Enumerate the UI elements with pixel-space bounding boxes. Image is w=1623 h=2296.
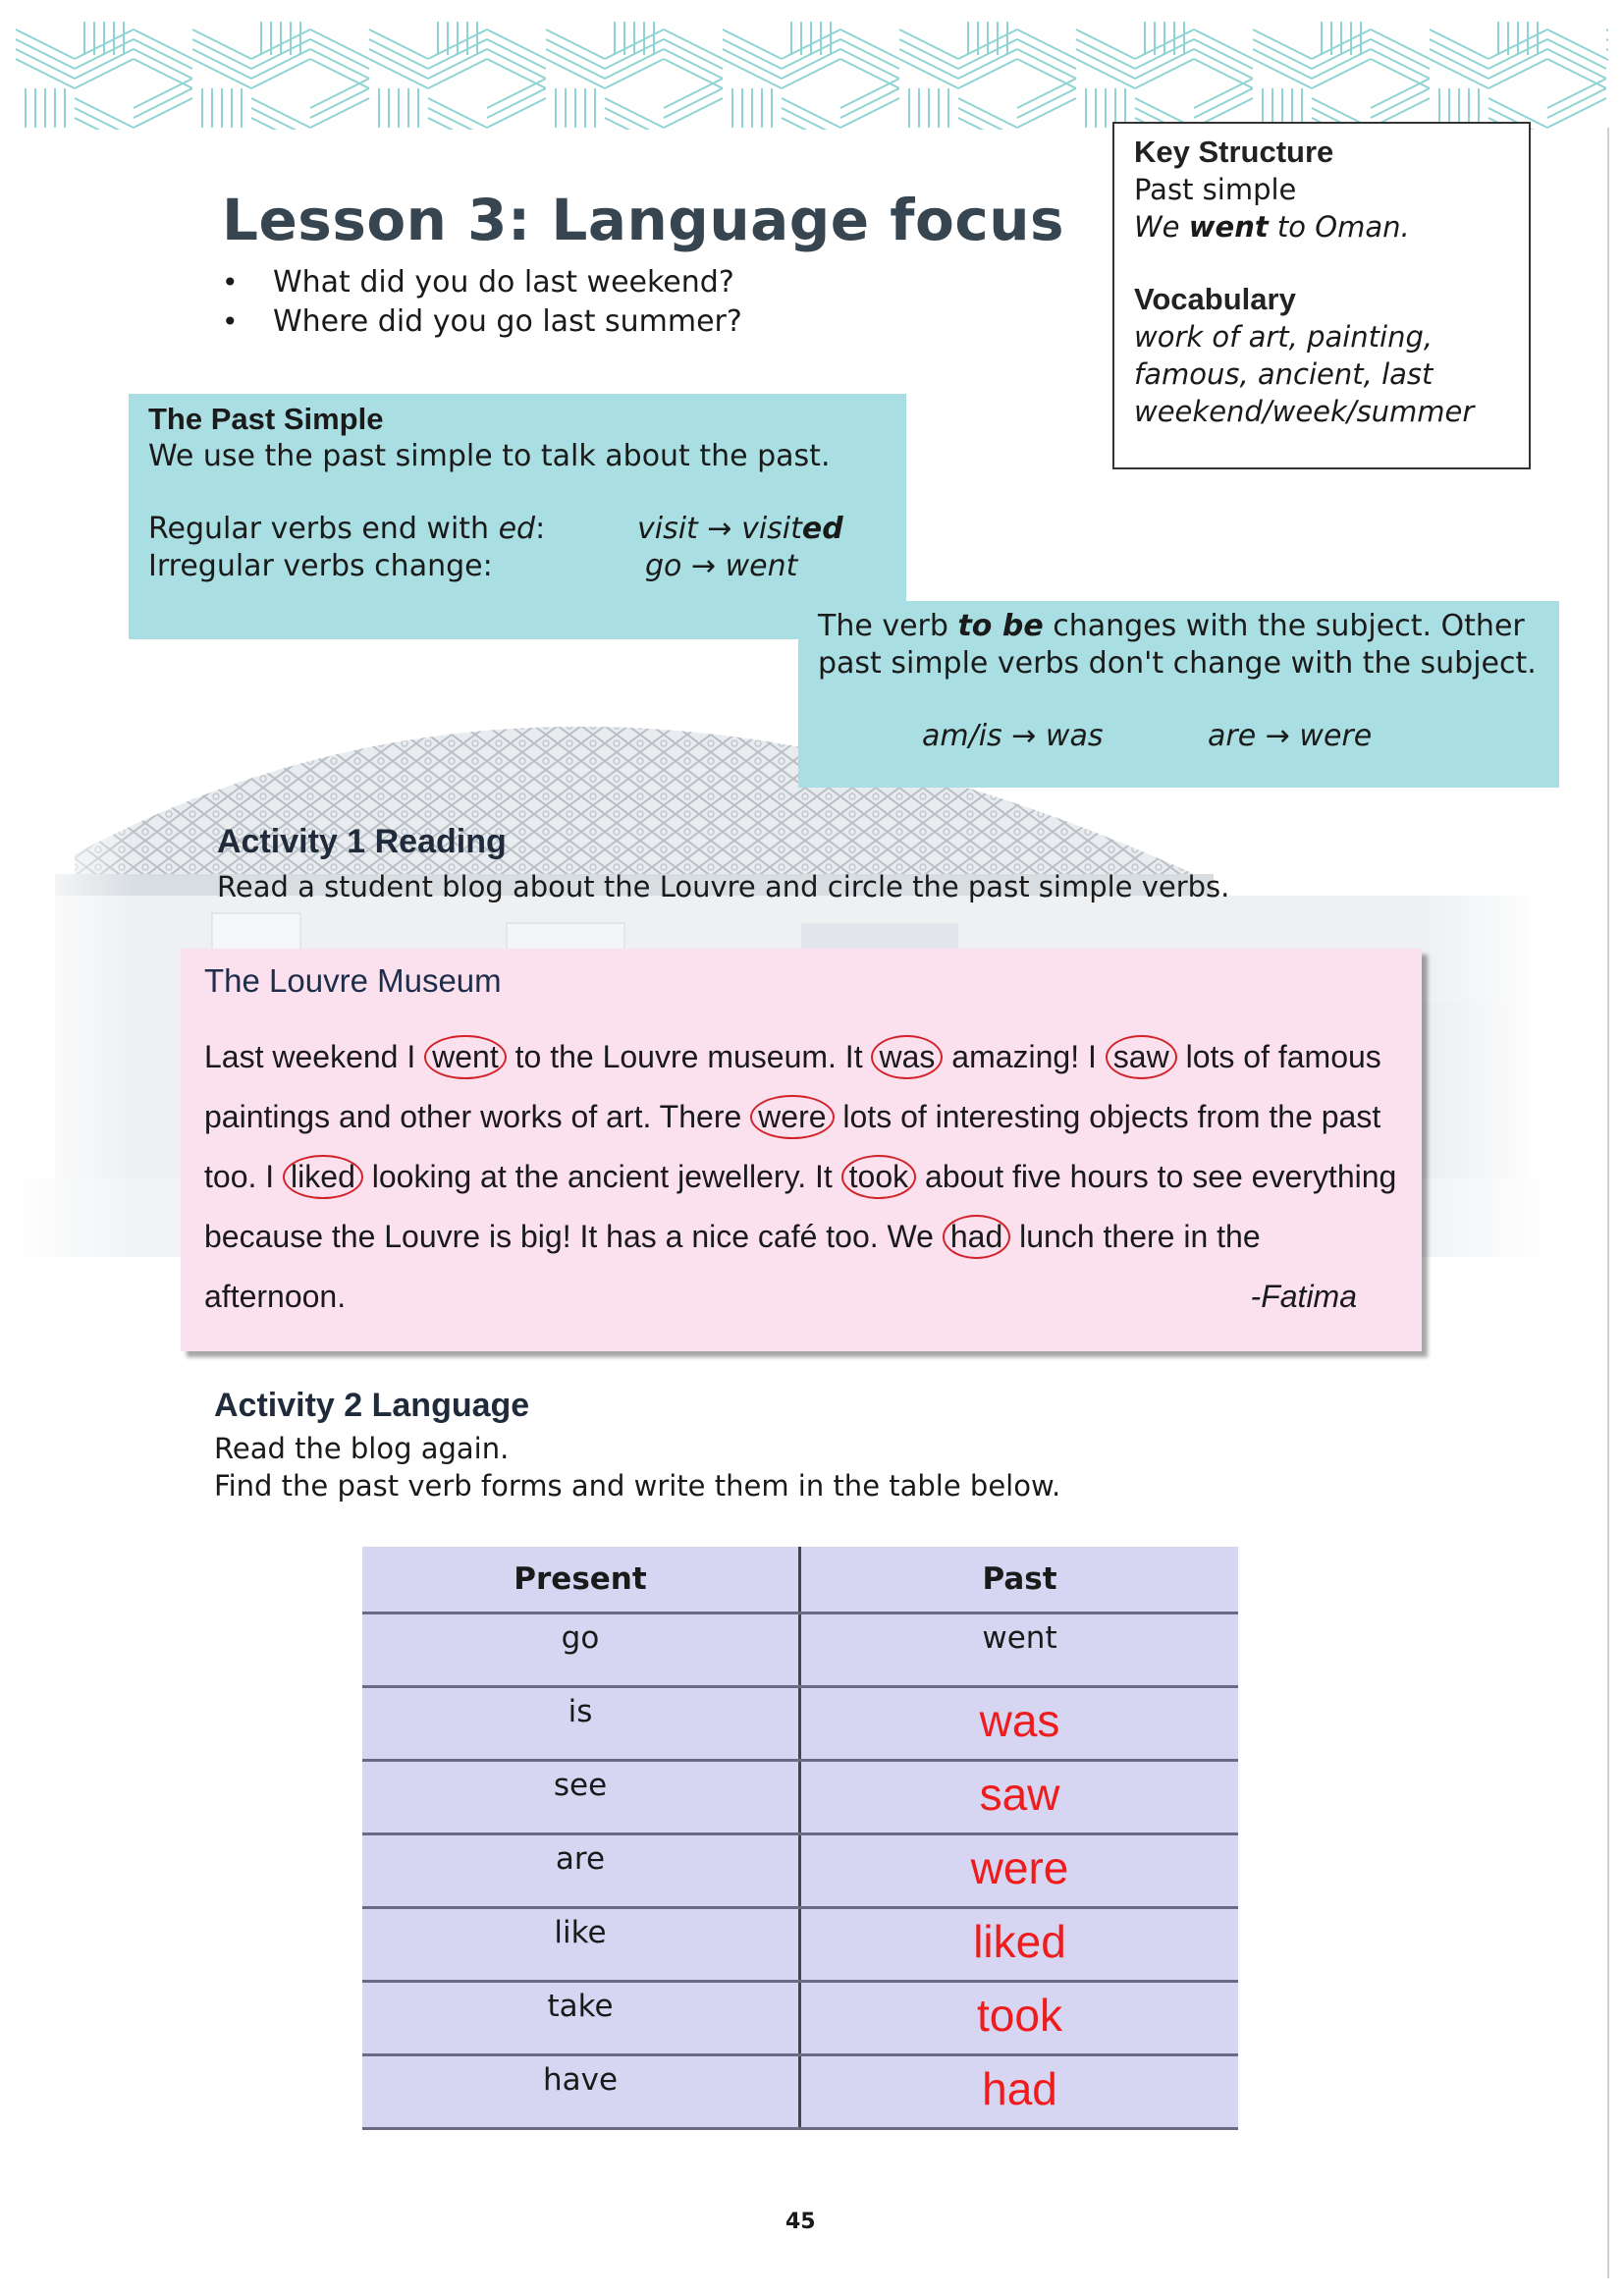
circled-verb: were [750, 1095, 834, 1139]
past-answer-cell [800, 1982, 1239, 2055]
activity-2-line-2: Find the past verb forms and write them in the table below. [214, 1469, 1061, 1503]
table-row [362, 1687, 1238, 1761]
to-be-line-1: The verb to be changes with the subject. Other [818, 609, 1525, 643]
circled-verb: was [871, 1035, 943, 1079]
question-item: • What did you do last weekend? [220, 263, 742, 302]
table-row [362, 2055, 1238, 2129]
activity-1-instruction: Read a student blog about the Louvre and circle the past simple verbs. [217, 870, 1230, 903]
blog-line: paintings and other works of art. There were lots of interesting objects from the past [204, 1099, 1380, 1135]
table-row [362, 1834, 1238, 1908]
handwritten-answer: saw [979, 1769, 1060, 1820]
vocabulary-heading: Vocabulary [1134, 282, 1296, 316]
table-row [362, 1761, 1238, 1834]
key-structure-box [1112, 122, 1531, 469]
past-answer-cell [800, 2055, 1239, 2129]
handwritten-answer: took [977, 1990, 1062, 2041]
handwritten-answer: had [982, 2063, 1057, 2114]
regular-verbs-label: Regular verbs end with ed: [148, 512, 546, 546]
present-cell: have [362, 2055, 800, 2129]
blog-title: The Louvre Museum [204, 962, 502, 999]
lesson-title: Lesson 3: Language focus [222, 187, 1065, 253]
question-item: • Where did you go last summer? [220, 302, 742, 342]
activity-1-heading: Activity 1 Reading [217, 823, 507, 860]
key-structure-name: Past simple [1134, 173, 1297, 206]
blog-line: too. I liked looking at the ancient jewellery. It took about five hours to see everything [204, 1159, 1396, 1195]
column-header-present: Present [362, 1547, 800, 1613]
present-cell: like [362, 1908, 800, 1982]
arrow-icon: → [707, 512, 732, 546]
key-structure-heading: Key Structure [1134, 135, 1334, 169]
circled-verb: liked [283, 1155, 363, 1199]
blog-card [181, 949, 1422, 1351]
handwritten-answer: liked [973, 1916, 1066, 1967]
present-cell: are [362, 1834, 800, 1908]
lesson-questions [220, 263, 742, 342]
circled-verb: saw [1106, 1035, 1177, 1079]
table-row [362, 1613, 1238, 1687]
blog-line: because the Louvre is big! It has a nice café too. We had lunch there in the [204, 1219, 1261, 1255]
past-answer-cell [800, 1908, 1239, 1982]
handwritten-answer: was [979, 1695, 1060, 1746]
circled-verb: went [424, 1035, 507, 1079]
blog-author: -Fatima [1250, 1279, 1357, 1314]
irregular-verbs-label: Irregular verbs change: [148, 549, 493, 583]
verb-table [362, 1547, 1238, 2130]
past-simple-intro: We use the past simple to talk about the past. [148, 439, 831, 473]
vocabulary-line: work of art, painting, [1134, 320, 1434, 354]
page-number: 45 [785, 2210, 816, 2234]
past-answer-cell [800, 1687, 1239, 1761]
key-structure-example: We went to Oman. [1134, 210, 1410, 244]
to-be-line-2: past simple verbs don't change with the subject. [818, 646, 1537, 681]
present-cell: take [362, 1982, 800, 2055]
table-row [362, 1982, 1238, 2055]
activity-2-heading: Activity 2 Language [214, 1387, 530, 1424]
vocabulary-line: famous, ancient, last [1134, 357, 1434, 391]
column-header-past: Past [800, 1547, 1239, 1613]
past-answer-cell [800, 1834, 1239, 1908]
past-simple-heading: The Past Simple [148, 402, 384, 436]
past-simple-box [129, 394, 906, 639]
regular-verb-example: visit → visited [637, 512, 843, 546]
present-cell: see [362, 1761, 800, 1834]
table-row [362, 1908, 1238, 1982]
arrow-icon: → [690, 549, 717, 583]
present-cell: go [362, 1613, 800, 1687]
to-be-example-was: am/is → was [922, 719, 1104, 753]
vocabulary-line: weekend/week/summer [1134, 395, 1475, 428]
handwritten-answer: were [970, 1842, 1069, 1893]
irregular-verb-example: go → went [645, 549, 798, 583]
past-answer-cell [800, 1761, 1239, 1834]
page-edge-line [1607, 128, 1609, 2278]
arrow-icon: → [1011, 719, 1037, 753]
example-verb: went [1188, 210, 1269, 244]
circled-verb: took [841, 1155, 916, 1199]
arrow-icon: → [1265, 719, 1290, 753]
blog-line: Last weekend I went to the Louvre museum. It was amazing! I saw lots of famous [204, 1039, 1381, 1075]
activity-2-line-1: Read the blog again. [214, 1432, 510, 1465]
present-cell: is [362, 1687, 800, 1761]
table-header-row [362, 1547, 1238, 1613]
blog-line: afternoon. [204, 1279, 347, 1314]
circled-verb: had [943, 1215, 1010, 1259]
to-be-box [798, 601, 1559, 788]
decorative-header-banner [16, 20, 1608, 130]
past-cell: went [800, 1613, 1239, 1687]
to-be-example-were: are → were [1208, 719, 1373, 753]
